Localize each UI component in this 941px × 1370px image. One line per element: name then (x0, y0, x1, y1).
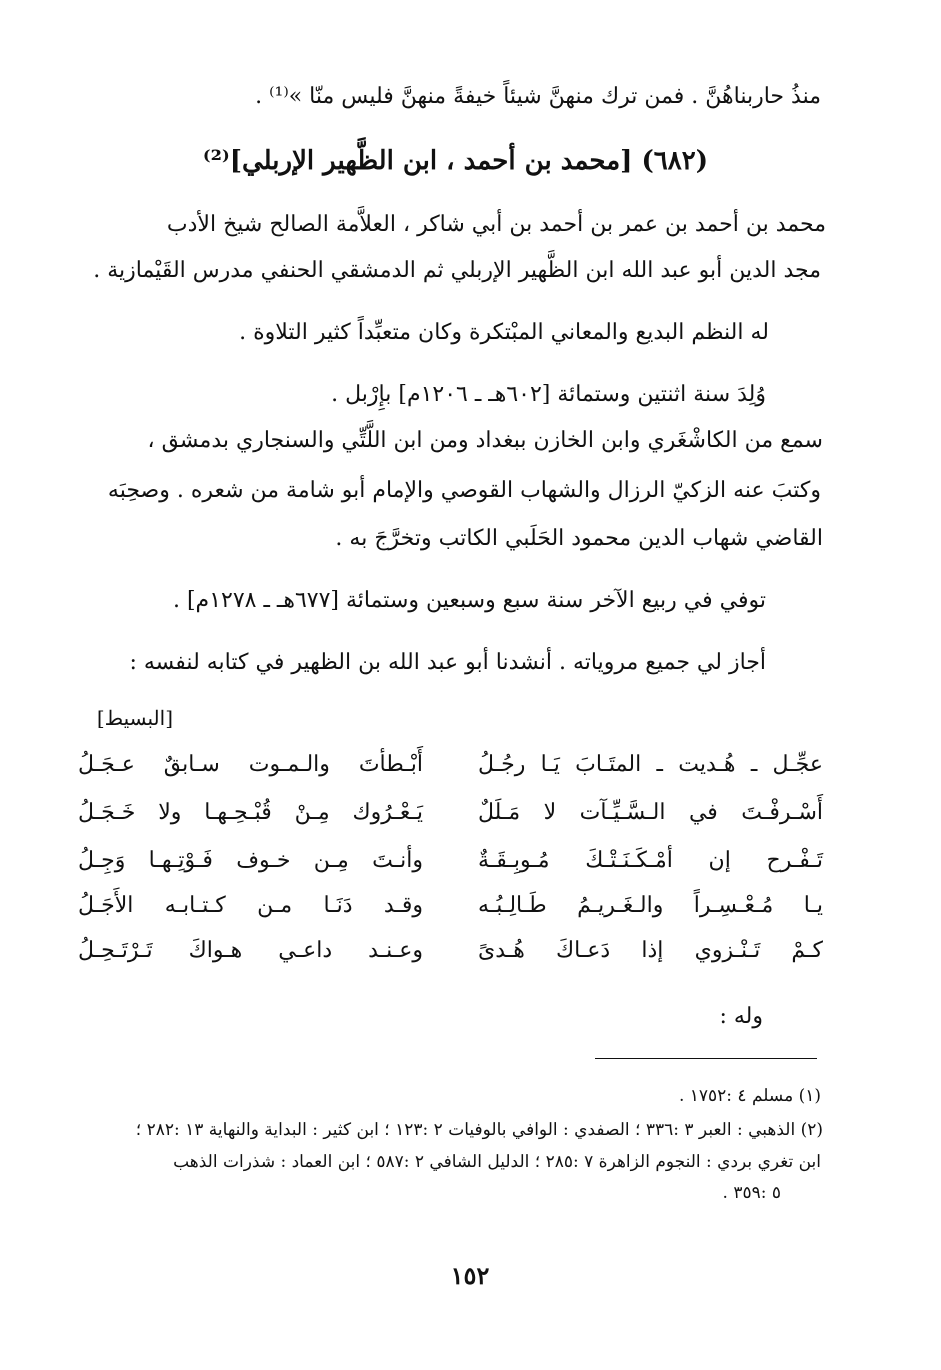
verse-second-hemistich: يَـعْـرُوك مِـنْ قُبْـحِـهـا ولا خَـجَـلُ (78, 800, 423, 825)
verse-first-hemistich: عجِّـل ـ هُـديت ـ المتَـابَ يَـا رجُـلُ (478, 752, 823, 777)
paragraph-line: القاضي شهاب الدين محمود الحَلَبي الكاتب وتخرَّجَ به . (335, 526, 823, 551)
paragraph-line: توفي في ربيع الآخر سنة سبع وسبعين وستمائة [٦٧٧هـ ـ ١٢٧٨م] . (172, 588, 766, 613)
poetic-meter-label: [البسيط] (96, 706, 173, 730)
verse-second-hemistich: وقـد دَنَـا مـن كـتـابـه الأَجَـلُ (78, 893, 423, 918)
paragraph-line: وكتبَ عنه الزكيّ الرزال والشهاب القوصي والإمام أبو شامة من شعره . وصحِبَه (107, 478, 821, 503)
page-number: ١٥٢ (450, 1261, 490, 1290)
footnote-separator (595, 1058, 817, 1059)
footnote: (٢) الذهبي : العبر ٣ :٣٣٦ ؛ الصفدي : الوافي بالوفيات ٢ :١٢٣ ؛ ابن كثير : البداية والنهاية ١٣ :٢٨٢ ؛ (135, 1120, 823, 1140)
paragraph-line: سمع من الكاشْغَري وابن الخازن ببغداد ومن ابن اللَّتِّي والسنجاري بدمشق ، (147, 428, 823, 453)
verse-first-hemistich: تَـفْـرح إن أمْـكَـنَـتْـكَ مُـوبِـقَـةٌ (478, 848, 823, 873)
paragraph-line: مجد الدين أبو عبد الله ابن الظَّهير الإربلي ثم الدمشقي الحنفي مدرس القَيْمازية . (93, 258, 821, 283)
paragraph-line: وُلِدَ سنة اثنتين وستمائة [٦٠٢هـ ـ ١٢٠٦م] بإِرْبل . (331, 382, 766, 407)
footnote: (١) مسلم ٤ :١٧٥٢ . (678, 1086, 821, 1106)
entry-heading: (٦٨٢) [محمد بن أحمد ، ابن الظَّهير الإربلي]⁽²⁾ (202, 146, 708, 176)
after-poem-line: وله : (719, 1004, 763, 1029)
verse-second-hemistich: وعـنـد داعـي هـواكَ تَـرْتَـحِـلُ (78, 938, 423, 963)
verse-first-hemistich: أَسْـرفْـتَ في الـسَّـيِّـآت لا مَـلَلٌ (478, 800, 823, 825)
paragraph-line: له النظم البديع والمعاني المبْتكرة وكان متعبِّداً كثير التلاوة . (239, 320, 769, 345)
verse-second-hemistich: وأنـتَ مِـن خـوف فَـوْتِـهـا وَجِـلُ (78, 848, 423, 873)
verse-second-hemistich: أَبْـطأتَ والـمـوت سـابقٌ عـجَـلُ (78, 752, 423, 777)
paragraph-line: أجاز لي جميع مروياته . أنشدنا أبو عبد الله بن الظهير في كتابه لنفسه : (129, 650, 766, 675)
verse-first-hemistich: كـمْ تَـنْـزوي إذا دَعـاكَ هُـدىً (478, 938, 823, 963)
paragraph-line: محمد بن أحمد بن عمر بن أحمد بن أبي شاكر ، العلاَّمة الصالح شيخ الأدب (166, 212, 826, 237)
footnote: ٥ :٣٥٩ . (722, 1183, 781, 1203)
footnote: ابن تغري بردي : النجوم الزاهرة ٧ :٢٨٥ ؛ الدليل الشافي ٢ :٥٨٧ ؛ ابن العماد : شذرات الذهب (173, 1152, 821, 1172)
verse-first-hemistich: يـا مُـعْـسِـراً والـغَـريـمُ طَـالِـبُـه (478, 893, 823, 918)
text-line-continuation: منذُ حاربناهُنَّ . فمن ترك منهنَّ شيئاً خيفةً منهنَّ فليس منّا »⁽¹⁾ . (255, 84, 821, 109)
